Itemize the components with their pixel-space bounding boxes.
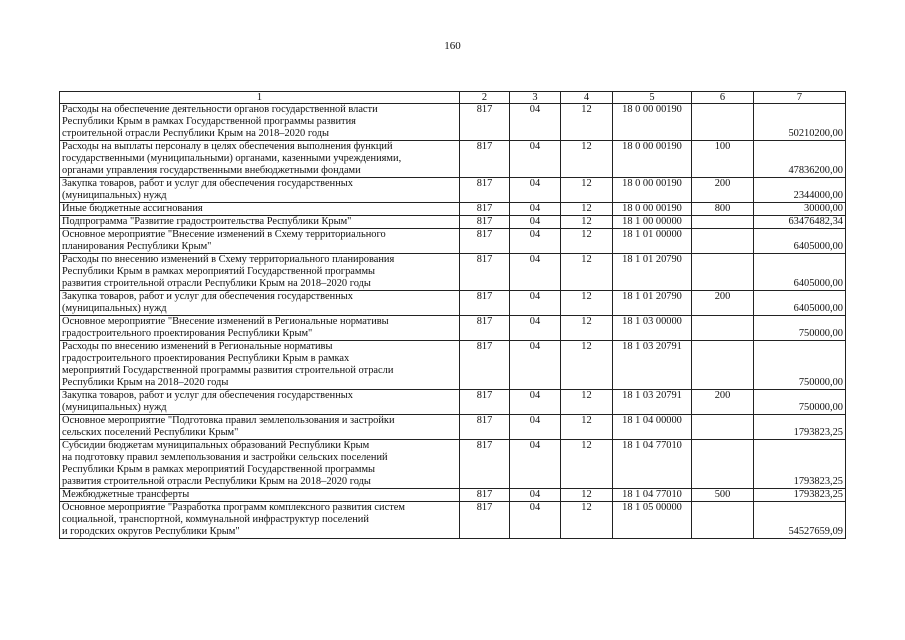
row-code-subsection: 12 — [561, 291, 613, 316]
row-code-target: 18 1 03 20791 — [613, 390, 692, 415]
row-code-subsection: 12 — [561, 341, 613, 390]
row-code-ministry: 817 — [460, 291, 510, 316]
row-code-ministry: 817 — [460, 254, 510, 291]
table-row — [60, 216, 846, 229]
row-description: Закупка товаров, работ и услуг для обеспечения государственных (муниципальных) нужд — [60, 390, 460, 415]
row-code-subsection: 12 — [561, 141, 613, 178]
row-code-expense-type: 500 — [692, 489, 754, 502]
row-code-section: 04 — [510, 489, 561, 502]
table-row — [60, 390, 846, 415]
row-code-ministry: 817 — [460, 489, 510, 502]
header-cell-2: 2 — [460, 92, 510, 104]
row-amount: 47836200,00 — [754, 141, 846, 178]
row-amount: 1793823,25 — [754, 489, 846, 502]
row-code-subsection: 12 — [561, 203, 613, 216]
row-description: Подпрограмма "Развитие градостроительства Республики Крым" — [60, 216, 460, 229]
row-amount: 63476482,34 — [754, 216, 846, 229]
row-code-subsection: 12 — [561, 440, 613, 489]
row-code-section: 04 — [510, 341, 561, 390]
row-code-expense-type — [692, 502, 754, 539]
row-code-subsection: 12 — [561, 390, 613, 415]
header-cell-7: 7 — [754, 92, 846, 104]
row-code-ministry: 817 — [460, 341, 510, 390]
row-code-subsection: 12 — [561, 316, 613, 341]
row-code-section: 04 — [510, 415, 561, 440]
table-row — [60, 229, 846, 254]
table-row — [60, 104, 846, 141]
row-code-section: 04 — [510, 254, 561, 291]
row-code-target: 18 1 01 20790 — [613, 254, 692, 291]
row-description: Иные бюджетные ассигнования — [60, 203, 460, 216]
table-row — [60, 341, 846, 390]
table-row — [60, 141, 846, 178]
row-code-ministry: 817 — [460, 141, 510, 178]
row-code-target: 18 1 00 00000 — [613, 216, 692, 229]
row-code-target: 18 1 05 00000 — [613, 502, 692, 539]
table-row — [60, 415, 846, 440]
table-row — [60, 178, 846, 203]
table-row — [60, 440, 846, 489]
header-cell-6: 6 — [692, 92, 754, 104]
row-code-target: 18 1 01 00000 — [613, 229, 692, 254]
table-row — [60, 203, 846, 216]
row-description: Основное мероприятие "Внесение изменений в Региональные нормативы градостроительного проектирования Республики Крым" — [60, 316, 460, 341]
table-row — [60, 254, 846, 291]
row-code-target: 18 0 00 00190 — [613, 178, 692, 203]
row-code-expense-type — [692, 104, 754, 141]
row-amount: 750000,00 — [754, 341, 846, 390]
row-code-target: 18 1 03 20791 — [613, 341, 692, 390]
row-code-expense-type — [692, 316, 754, 341]
row-code-ministry: 817 — [460, 203, 510, 216]
row-code-subsection: 12 — [561, 489, 613, 502]
table-row — [60, 489, 846, 502]
row-code-expense-type: 200 — [692, 291, 754, 316]
row-code-subsection: 12 — [561, 415, 613, 440]
row-amount: 6405000,00 — [754, 291, 846, 316]
row-description: Закупка товаров, работ и услуг для обеспечения государственных (муниципальных) нужд — [60, 178, 460, 203]
row-code-subsection: 12 — [561, 254, 613, 291]
header-cell-5: 5 — [613, 92, 692, 104]
row-code-expense-type — [692, 229, 754, 254]
row-code-expense-type — [692, 216, 754, 229]
row-description: Основное мероприятие "Внесение изменений в Схему территориального планирования Республики Крым" — [60, 229, 460, 254]
row-code-section: 04 — [510, 141, 561, 178]
table-row — [60, 316, 846, 341]
header-cell-4: 4 — [561, 92, 613, 104]
row-code-section: 04 — [510, 440, 561, 489]
row-code-target: 18 0 00 00190 — [613, 104, 692, 141]
row-code-expense-type — [692, 254, 754, 291]
row-code-ministry: 817 — [460, 104, 510, 141]
row-code-target: 18 1 04 00000 — [613, 415, 692, 440]
row-code-section: 04 — [510, 178, 561, 203]
row-amount: 6405000,00 — [754, 254, 846, 291]
row-description: Основное мероприятие "Подготовка правил землепользования и застройки сельских поселений Республики Крым" — [60, 415, 460, 440]
budget-table — [59, 91, 846, 539]
row-amount: 1793823,25 — [754, 440, 846, 489]
table-header-row — [60, 92, 846, 104]
row-description: Расходы по внесению изменений в Региональные нормативы градостроительного проектирования Республики Крым в рамках мероприятий Государственной программы развития строительной отрасли Республики Крым на 2018–2020 годы — [60, 341, 460, 390]
row-description: Расходы на обеспечение деятельности органов государственной власти Республики Крым в рамках Государственной программы развития строительной отрасли Республики Крым на 2018–2020 годы — [60, 104, 460, 141]
row-code-subsection: 12 — [561, 178, 613, 203]
header-cell-1: 1 — [60, 92, 460, 104]
row-code-ministry: 817 — [460, 316, 510, 341]
row-code-section: 04 — [510, 291, 561, 316]
table-row — [60, 291, 846, 316]
row-code-ministry: 817 — [460, 390, 510, 415]
row-code-ministry: 817 — [460, 216, 510, 229]
header-cell-3: 3 — [510, 92, 561, 104]
table-row — [60, 502, 846, 539]
row-code-expense-type: 200 — [692, 390, 754, 415]
row-amount: 2344000,00 — [754, 178, 846, 203]
row-code-section: 04 — [510, 229, 561, 254]
row-description: Закупка товаров, работ и услуг для обеспечения государственных (муниципальных) нужд — [60, 291, 460, 316]
row-amount: 750000,00 — [754, 390, 846, 415]
row-code-target: 18 1 04 77010 — [613, 489, 692, 502]
row-code-subsection: 12 — [561, 104, 613, 141]
row-code-expense-type: 100 — [692, 141, 754, 178]
row-code-target: 18 0 00 00190 — [613, 203, 692, 216]
row-code-section: 04 — [510, 104, 561, 141]
row-amount: 750000,00 — [754, 316, 846, 341]
row-code-section: 04 — [510, 216, 561, 229]
row-amount: 54527659,09 — [754, 502, 846, 539]
row-code-section: 04 — [510, 390, 561, 415]
row-code-section: 04 — [510, 203, 561, 216]
row-code-ministry: 817 — [460, 229, 510, 254]
row-code-ministry: 817 — [460, 415, 510, 440]
row-code-subsection: 12 — [561, 502, 613, 539]
row-code-expense-type: 800 — [692, 203, 754, 216]
row-description: Межбюджетные трансферты — [60, 489, 460, 502]
row-description: Субсидии бюджетам муниципальных образований Республики Крым на подготовку правил землепользования и застройки сельских поселений Республики Крым в рамках мероприятий Государственной программы развития строительной отрасли Республики Крым на 2018–2020 годы — [60, 440, 460, 489]
row-code-subsection: 12 — [561, 229, 613, 254]
row-code-expense-type — [692, 415, 754, 440]
row-code-section: 04 — [510, 502, 561, 539]
row-code-target: 18 1 01 20790 — [613, 291, 692, 316]
row-amount: 1793823,25 — [754, 415, 846, 440]
row-code-ministry: 817 — [460, 502, 510, 539]
page-number: 160 — [444, 40, 461, 52]
row-code-expense-type — [692, 440, 754, 489]
row-code-expense-type — [692, 341, 754, 390]
row-description: Основное мероприятие "Разработка программ комплексного развития систем социальной, транспортной, коммунальной инфраструктур поселений и городских округов Республики Крым" — [60, 502, 460, 539]
row-code-ministry: 817 — [460, 178, 510, 203]
row-description: Расходы по внесению изменений в Схему территориального планирования Республики Крым в рамках мероприятий Государственной программы развития строительной отрасли Республики Крым на 2018–2020 годы — [60, 254, 460, 291]
row-code-target: 18 1 03 00000 — [613, 316, 692, 341]
row-amount: 30000,00 — [754, 203, 846, 216]
row-amount: 6405000,00 — [754, 229, 846, 254]
row-description: Расходы на выплаты персоналу в целях обеспечения выполнения функций государственными (муниципальными) органами, казенными учреждениями, органами управления государственными внебюджетными фондами — [60, 141, 460, 178]
row-amount: 50210200,00 — [754, 104, 846, 141]
row-code-target: 18 1 04 77010 — [613, 440, 692, 489]
row-code-section: 04 — [510, 316, 561, 341]
row-code-ministry: 817 — [460, 440, 510, 489]
row-code-expense-type: 200 — [692, 178, 754, 203]
row-code-target: 18 0 00 00190 — [613, 141, 692, 178]
row-code-subsection: 12 — [561, 216, 613, 229]
